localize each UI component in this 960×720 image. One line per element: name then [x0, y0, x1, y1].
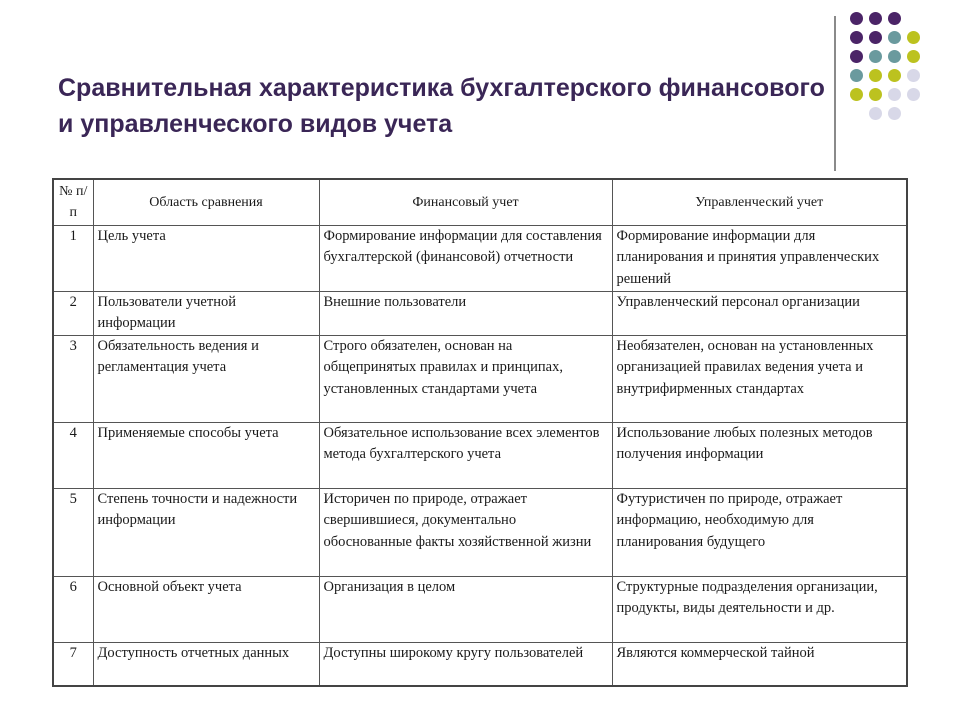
row-financial: Доступны широкому кругу пользователей — [319, 642, 612, 686]
decor-dot — [869, 50, 882, 63]
decor-dot — [869, 69, 882, 82]
table-row — [53, 422, 907, 488]
decor-dot — [850, 31, 863, 44]
decor-dot — [888, 50, 901, 63]
row-financial: Организация в целом — [319, 576, 612, 642]
row-number: 2 — [53, 291, 93, 335]
row-managerial: Формирование информации для планирования и принятия управленческих решений — [612, 225, 907, 291]
decor-dot — [850, 12, 863, 25]
decor-dot — [869, 31, 882, 44]
table-row — [53, 642, 907, 686]
decor-dot — [850, 88, 863, 101]
header-area: Область сравнения — [93, 179, 319, 225]
row-managerial: Футуристичен по природе, отражает информацию, необходимую для планирования будущего — [612, 488, 907, 576]
table-row — [53, 488, 907, 576]
decor-dot — [907, 31, 920, 44]
table-header-row — [53, 179, 907, 225]
table-row — [53, 335, 907, 422]
decor-dot — [907, 88, 920, 101]
decor-dot — [869, 107, 882, 120]
row-area: Цель учета — [93, 225, 319, 291]
row-area: Доступность отчетных данных — [93, 642, 319, 686]
row-financial: Историчен по природе, отражает свершившиеся, документально обоснованные факты хозяйственной жизни — [319, 488, 612, 576]
decor-dot — [888, 12, 901, 25]
decor-dot — [888, 31, 901, 44]
comparison-table — [52, 178, 908, 687]
decor-dot — [869, 88, 882, 101]
row-managerial: Необязателен, основан на установленных организацией правилах ведения учета и внутрифирменных стандартах — [612, 335, 907, 422]
row-area: Применяемые способы учета — [93, 422, 319, 488]
row-number: 1 — [53, 225, 93, 291]
row-number: 5 — [53, 488, 93, 576]
table-row — [53, 225, 907, 291]
row-financial: Внешние пользователи — [319, 291, 612, 335]
decor-dot — [850, 50, 863, 63]
decor-dot — [869, 12, 882, 25]
row-managerial: Являются коммерческой тайной — [612, 642, 907, 686]
row-managerial: Структурные подразделения организации, продукты, виды деятельности и др. — [612, 576, 907, 642]
row-managerial: Управленческий персонал организации — [612, 291, 907, 335]
row-area: Обязательность ведения и регламентация учета — [93, 335, 319, 422]
row-area: Степень точности и надежности информации — [93, 488, 319, 576]
slide-title: Сравнительная характеристика бухгалтерского финансового и управленческого видов учета — [58, 74, 825, 138]
decor-dot — [888, 107, 901, 120]
decor-dot — [888, 69, 901, 82]
divider-line — [834, 16, 836, 171]
table-row — [53, 291, 907, 335]
row-financial: Обязательное использование всех элементов метода бухгалтерского учета — [319, 422, 612, 488]
row-number: 6 — [53, 576, 93, 642]
row-number: 7 — [53, 642, 93, 686]
row-area: Основной объект учета — [93, 576, 319, 642]
header-number: № п/п — [53, 179, 93, 225]
row-number: 3 — [53, 335, 93, 422]
decor-dot — [907, 50, 920, 63]
row-financial: Формирование информации для составления бухгалтерской (финансовой) отчетности — [319, 225, 612, 291]
decor-dot — [888, 88, 901, 101]
row-area: Пользователи учетной информации — [93, 291, 319, 335]
decor-dot — [850, 69, 863, 82]
row-financial: Строго обязателен, основан на общепринятых правилах и принципах, установленных стандартами учета — [319, 335, 612, 422]
decor-dot — [907, 69, 920, 82]
table-row — [53, 576, 907, 642]
row-managerial: Использование любых полезных методов получения информации — [612, 422, 907, 488]
row-number: 4 — [53, 422, 93, 488]
header-managerial: Управленческий учет — [612, 179, 907, 225]
header-financial: Финансовый учет — [319, 179, 612, 225]
